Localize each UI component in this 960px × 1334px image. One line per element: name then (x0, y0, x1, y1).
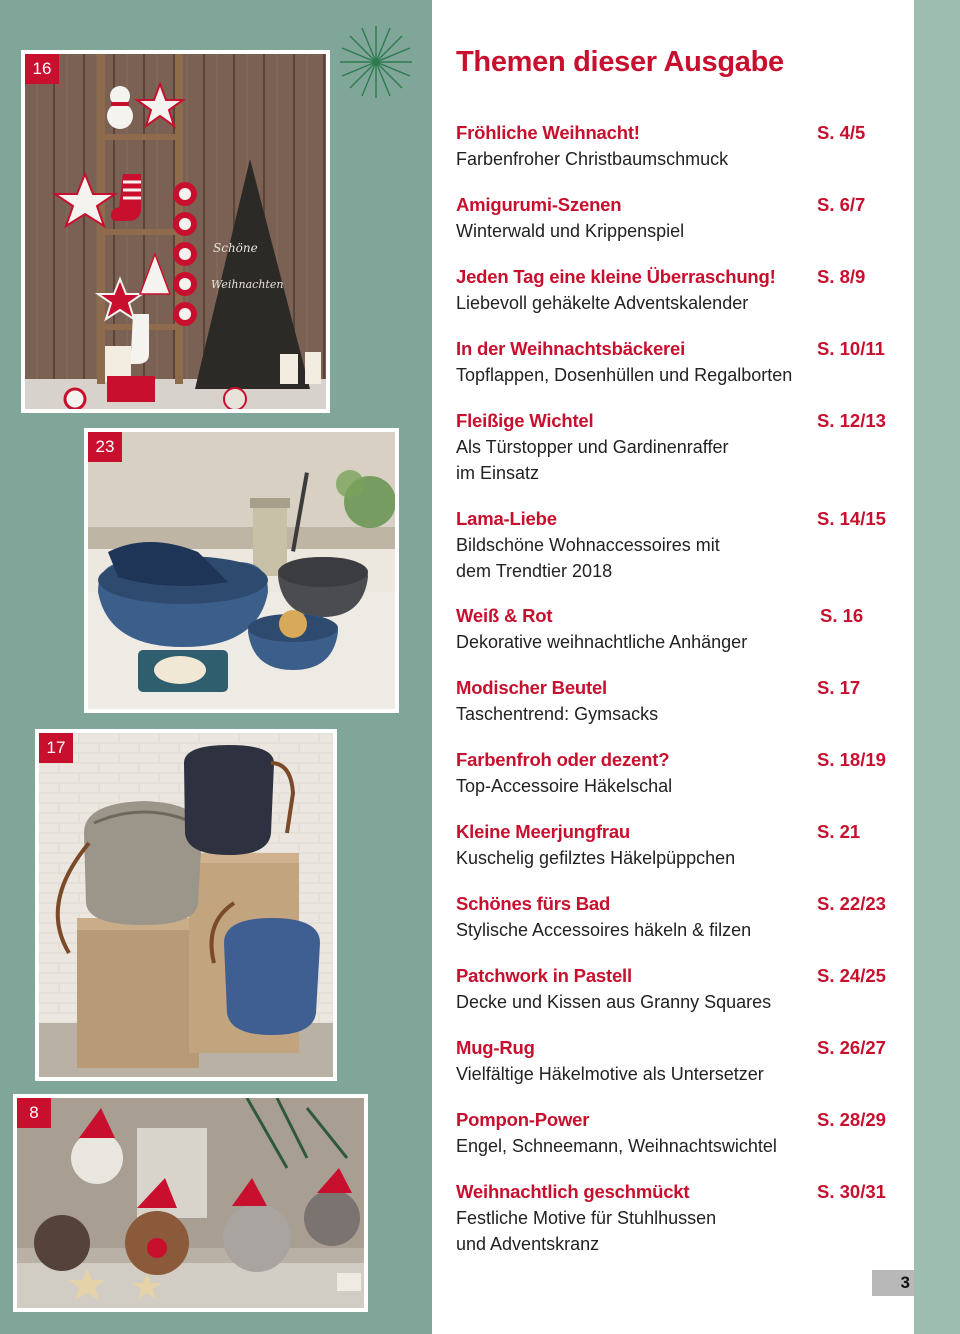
toc-entry-description: Decke und Kissen aus Granny Squares (456, 992, 772, 1012)
toc-entry-page: S. 14/15 (817, 508, 886, 529)
toc-entry-title: Lama-Liebe (456, 508, 557, 529)
toc-entry-page: S. 28/29 (817, 1109, 886, 1130)
star-decoration-icon (336, 22, 416, 102)
toc-entry-title: Patchwork in Pastell (456, 965, 632, 986)
toc-entry-title: Amigurumi-Szenen (456, 194, 622, 215)
page-title: Themen dieser Ausgabe (456, 46, 784, 78)
toc-entry-page: S. 30/31 (817, 1181, 886, 1202)
photo-badge: 8 (17, 1098, 51, 1128)
toc-entry-description: Kuschelig gefilztes Häkelpüppchen (456, 848, 736, 868)
toc-entry-title: Fröhliche Weihnacht! (456, 122, 640, 143)
toc-entry[interactable] (456, 120, 906, 172)
toc-entry-title: Pompon-Power (456, 1109, 590, 1130)
toc-entry-page: S. 8/9 (817, 266, 866, 287)
toc-entry[interactable] (456, 1035, 906, 1087)
toc-entry-description: Als Türstopper und Gardinenraffer im Einsatz (456, 437, 729, 483)
toc-entry-title: Weihnachtlich geschmückt (456, 1181, 690, 1202)
toc-entry[interactable] (456, 192, 906, 244)
toc-entry[interactable] (456, 264, 906, 316)
toc-entry-description: Winterwald und Krippenspiel (456, 221, 685, 241)
toc-entry-description: Liebevoll gehäkelte Adventskalender (456, 293, 749, 313)
right-edge-strip (914, 0, 960, 1334)
photo-amigurumi-figures (13, 1094, 368, 1312)
toc-entry-page: S. 26/27 (817, 1037, 886, 1058)
toc-entry[interactable] (456, 1179, 906, 1257)
photo-badge: 17 (39, 733, 73, 763)
toc-entry-description: Top-Accessoire Häkelschal (456, 776, 673, 796)
toc-entry-page: S. 17 (817, 677, 861, 698)
photo-christmas-ornaments (21, 50, 330, 413)
toc-entry-page: S. 24/25 (817, 965, 886, 986)
toc-entry-title: Farbenfroh oder dezent? (456, 749, 670, 770)
toc-entry[interactable] (456, 336, 906, 388)
toc-entry-page: S. 6/7 (817, 194, 866, 215)
toc-entry[interactable] (456, 819, 906, 871)
toc-entry-title: Mug-Rug (456, 1037, 535, 1058)
toc-entry-description: Farbenfroher Christbaumschmuck (456, 149, 729, 169)
photo-badge: 23 (88, 432, 122, 462)
toc-entry-page: S. 22/23 (817, 893, 886, 914)
toc-entry-page: S. 10/11 (817, 338, 885, 359)
toc-entry[interactable] (456, 963, 906, 1015)
photo-badge: 16 (25, 54, 59, 84)
bowls-illustration (88, 432, 395, 709)
photo-felted-bowls (84, 428, 399, 713)
toc-entry-description: Topflappen, Dosenhüllen und Regalborten (456, 365, 793, 385)
ornaments-illustration (25, 54, 326, 409)
toc-entry[interactable] (456, 747, 906, 799)
toc-entry-description: Dekorative weihnachtliche Anhänger (456, 632, 748, 652)
toc-entry-description: Engel, Schneemann, Weihnachtswichtel (456, 1136, 777, 1156)
toc-entry-page: S. 4/5 (817, 122, 866, 143)
toc-entry-page: S. 16 (820, 605, 864, 626)
toc-entry-title: Fleißige Wichtel (456, 410, 594, 431)
sign-line2: Weihnachten (211, 278, 284, 291)
toc-entry-page: S. 18/19 (817, 749, 886, 770)
toc-entry[interactable] (456, 408, 906, 486)
toc-entry[interactable] (456, 1107, 906, 1159)
toc-entry-title: Kleine Meerjungfrau (456, 821, 631, 842)
toc-entry[interactable] (456, 506, 906, 584)
toc-entry-page: S. 12/13 (817, 410, 886, 431)
toc-entry-description: Bildschöne Wohnaccessoires mit dem Trendtier 2018 (456, 535, 720, 581)
amigurumi-illustration (17, 1098, 364, 1308)
sign-line1: Schöne (213, 241, 258, 255)
photo-gym-bags (35, 729, 337, 1081)
toc-entry[interactable] (456, 675, 906, 727)
toc-entry[interactable] (456, 603, 906, 655)
toc-entry[interactable] (456, 891, 906, 943)
toc-entry-title: Modischer Beutel (456, 677, 607, 698)
toc-entry-title: Schönes fürs Bad (456, 893, 611, 914)
toc-entry-description: Festliche Motive für Stuhlhussen und Adventskranz (456, 1208, 717, 1254)
gym-bags-illustration (39, 733, 333, 1077)
toc-entry-page: S. 21 (817, 821, 861, 842)
toc-entry-title: Jeden Tag eine kleine Überraschung! (456, 266, 776, 287)
page-number: 3 (872, 1270, 914, 1296)
toc-entry-title: Weiß & Rot (456, 605, 553, 626)
toc-entry-description: Taschentrend: Gymsacks (456, 704, 659, 724)
toc-entry-description: Vielfältige Häkelmotive als Untersetzer (456, 1064, 764, 1084)
toc-entry-title: In der Weihnachtsbäckerei (456, 338, 686, 359)
toc-entry-description: Stylische Accessoires häkeln & filzen (456, 920, 752, 940)
